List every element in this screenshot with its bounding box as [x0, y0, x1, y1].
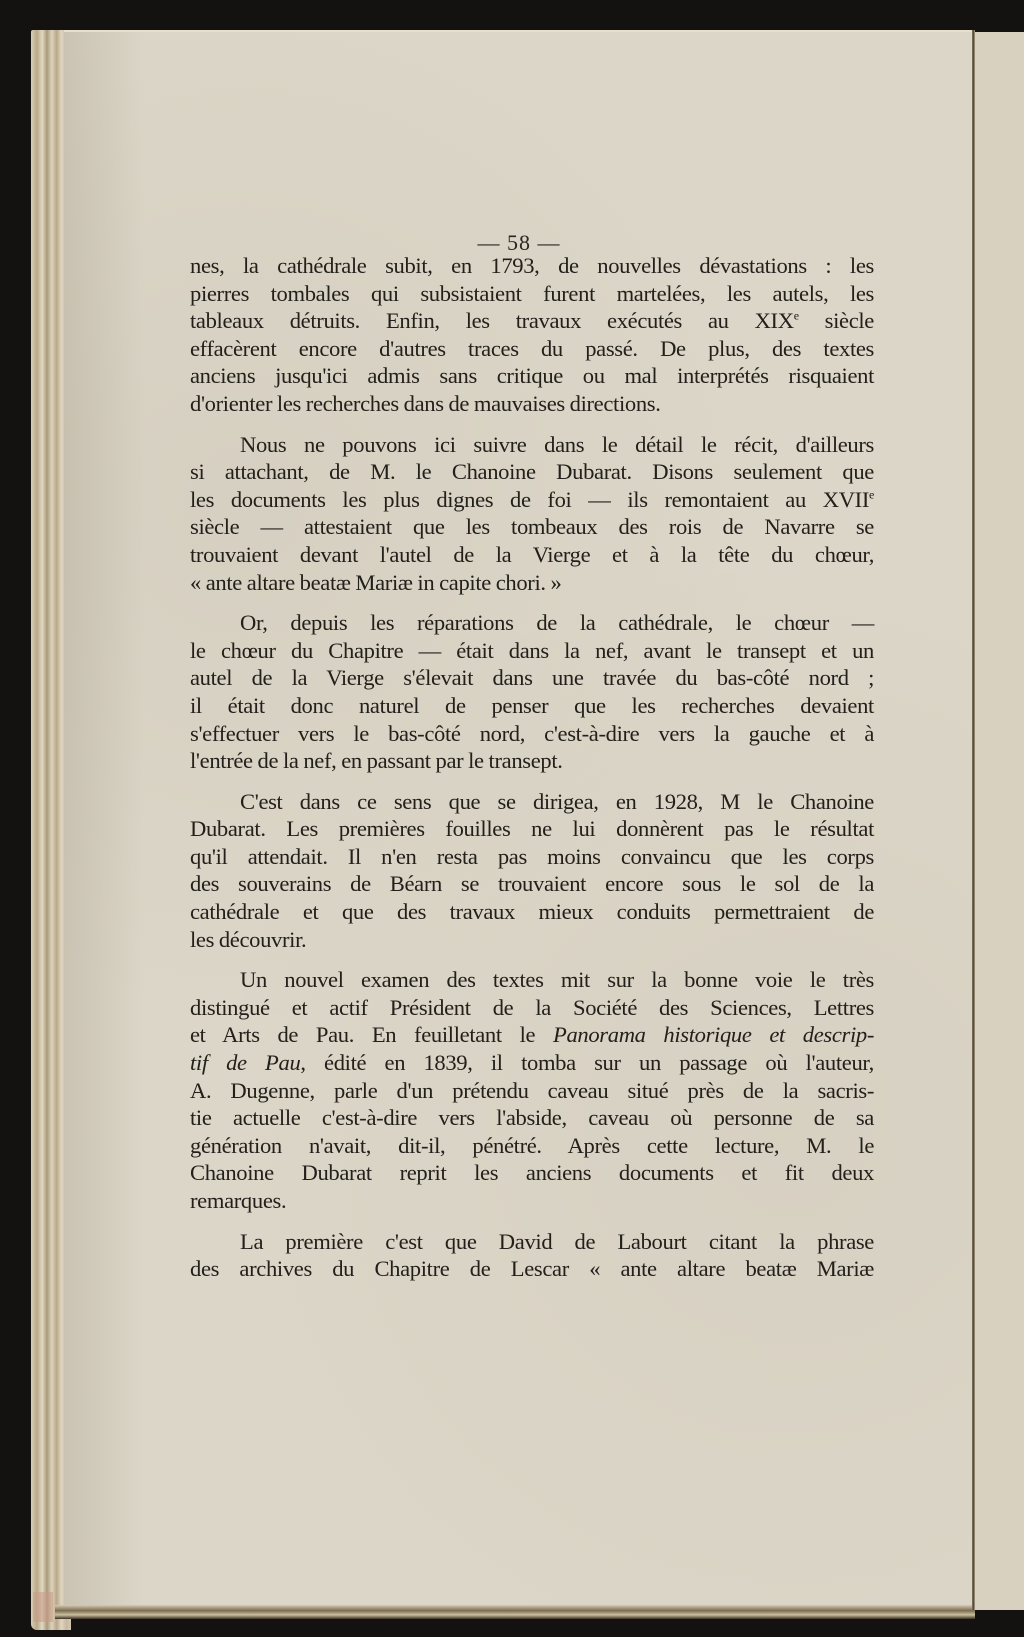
body-text [190, 252, 874, 1296]
text-run: A. Dugenne, parle d'un prétendu caveau situé près de la sacris- [190, 1077, 874, 1103]
page-bottom-edge [55, 1605, 975, 1619]
text-run: trouvaient devant l'autel de la Vierge et à la tête du chœur, [190, 541, 874, 567]
text-line [190, 252, 874, 280]
text-run: Or, depuis les réparations de la cathédrale, le chœur — [240, 610, 874, 636]
italic-title: tif de Pau [190, 1050, 301, 1076]
text-line [190, 815, 874, 843]
text-line [190, 390, 874, 418]
paragraph [190, 966, 874, 1214]
text-run: les documents les plus dignes de foi — ils remontaient au XVII [190, 486, 870, 512]
text-line [190, 307, 874, 335]
text-line [190, 664, 874, 692]
paragraph [190, 1228, 874, 1283]
text-run: les découvrir. [190, 926, 307, 952]
text-run: Nous ne pouvons ici suivre dans le détail le récit, d'ailleurs [240, 431, 874, 457]
text-run: siècle — attestaient que les tombeaux des rois de Navarre se [190, 514, 874, 540]
text-line [190, 1159, 874, 1187]
superscript: e [793, 308, 799, 323]
text-run: l'entrée de la nef, en passant par le transept. [190, 748, 563, 774]
text-line [190, 280, 874, 308]
text-run: La première c'est que David de Labourt citant la phrase [240, 1228, 874, 1254]
text-run: cathédrale et que des travaux mieux conduits permettraient de [190, 899, 874, 925]
text-run: il était donc naturel de penser que les recherches devaient [190, 692, 874, 718]
text-line [190, 788, 874, 816]
page-number: — 58 — [477, 230, 561, 255]
text-run: C'est dans ce sens que se dirigea, en 1928, M le Chanoine [240, 788, 874, 814]
text-run: tableaux détruits. Enfin, les travaux exécutés au XIX [190, 308, 794, 334]
text-run: tie actuelle c'est-à-dire vers l'abside, caveau où personne de sa [190, 1105, 874, 1131]
text-run: Un nouvel examen des textes mit sur la bonne voie le très [240, 967, 874, 993]
text-run: qu'il attendait. Il n'en resta pas moins convaincu que les corps [190, 843, 874, 869]
text-line [190, 1187, 874, 1215]
text-line [190, 1255, 874, 1283]
text-line [190, 1049, 874, 1077]
text-run: , édité en 1839, il tomba sur un passage où l'auteur, [300, 1050, 874, 1076]
text-line [190, 637, 874, 665]
text-run: remarques. [190, 1188, 287, 1213]
text-line [190, 486, 874, 514]
text-line [190, 609, 874, 637]
text-line [190, 1021, 874, 1049]
text-run: nes, la cathédrale subit, en 1793, de nouvelles dévastations : les [190, 253, 874, 278]
text-line [190, 541, 874, 569]
text-line [190, 870, 874, 898]
text-line [190, 458, 874, 486]
text-run: s'effectuer vers le bas-côté nord, c'est-à-dire vers la gauche et à [190, 720, 874, 746]
text-run: des archives du Chapitre de Lescar « ante altare beatæ Mariæ [190, 1256, 874, 1282]
text-line [190, 692, 874, 720]
text-run: siècle [798, 308, 874, 334]
text-run: autel de la Vierge s'élevait dans une travée du bas-côté nord ; [190, 665, 874, 691]
text-run: d'orienter les recherches dans de mauvaises directions. [190, 390, 661, 416]
text-line [190, 335, 874, 363]
text-run: des souverains de Béarn se trouvaient encore sous le sol de la [190, 871, 874, 897]
text-line [190, 431, 874, 459]
text-run: distingué et actif Président de la Société des Sciences, Lettres [190, 994, 874, 1020]
text-line [190, 1104, 874, 1132]
text-run: et Arts de Pau. En feuilletant le [190, 1022, 554, 1048]
text-line [190, 513, 874, 541]
text-line [190, 1132, 874, 1160]
text-line [190, 362, 874, 390]
text-run: « ante altare beatæ Mariæ in capite chori. » [190, 569, 562, 595]
paragraph [190, 609, 874, 775]
text-run: anciens jusqu'ici admis sans critique ou mal interprétés risquaient [190, 363, 874, 389]
text-run: génération n'avait, dit-il, pénétré. Après cette lecture, M. le [190, 1132, 874, 1158]
text-line [190, 966, 874, 994]
text-line [190, 1077, 874, 1105]
facing-page-edge [975, 32, 1024, 1610]
text-run: Chanoine Dubarat reprit les anciens documents et fit deux [190, 1160, 874, 1186]
text-line [190, 843, 874, 871]
text-line [190, 994, 874, 1022]
text-line [190, 747, 874, 775]
text-line [190, 898, 874, 926]
text-run: si attachant, de M. le Chanoine Dubarat. Disons seulement que [190, 459, 874, 485]
text-run: pierres tombales qui subsistaient furent martelées, les autels, les [190, 280, 874, 306]
italic-title: Panorama historique et descrip- [553, 1022, 874, 1048]
text-line [190, 569, 874, 597]
paragraph [190, 788, 874, 954]
text-run: le chœur du Chapitre — était dans la nef, avant le transept et un [190, 637, 874, 663]
text-line [190, 1228, 874, 1256]
text-run: Dubarat. Les premières fouilles ne lui donnèrent pas le résultat [190, 816, 874, 842]
paragraph [190, 431, 874, 597]
superscript: e [869, 487, 874, 502]
text-line [190, 926, 874, 954]
text-run: effacèrent encore d'autres traces du passé. De plus, des textes [190, 335, 874, 361]
text-line [190, 720, 874, 748]
paragraph [190, 252, 874, 418]
